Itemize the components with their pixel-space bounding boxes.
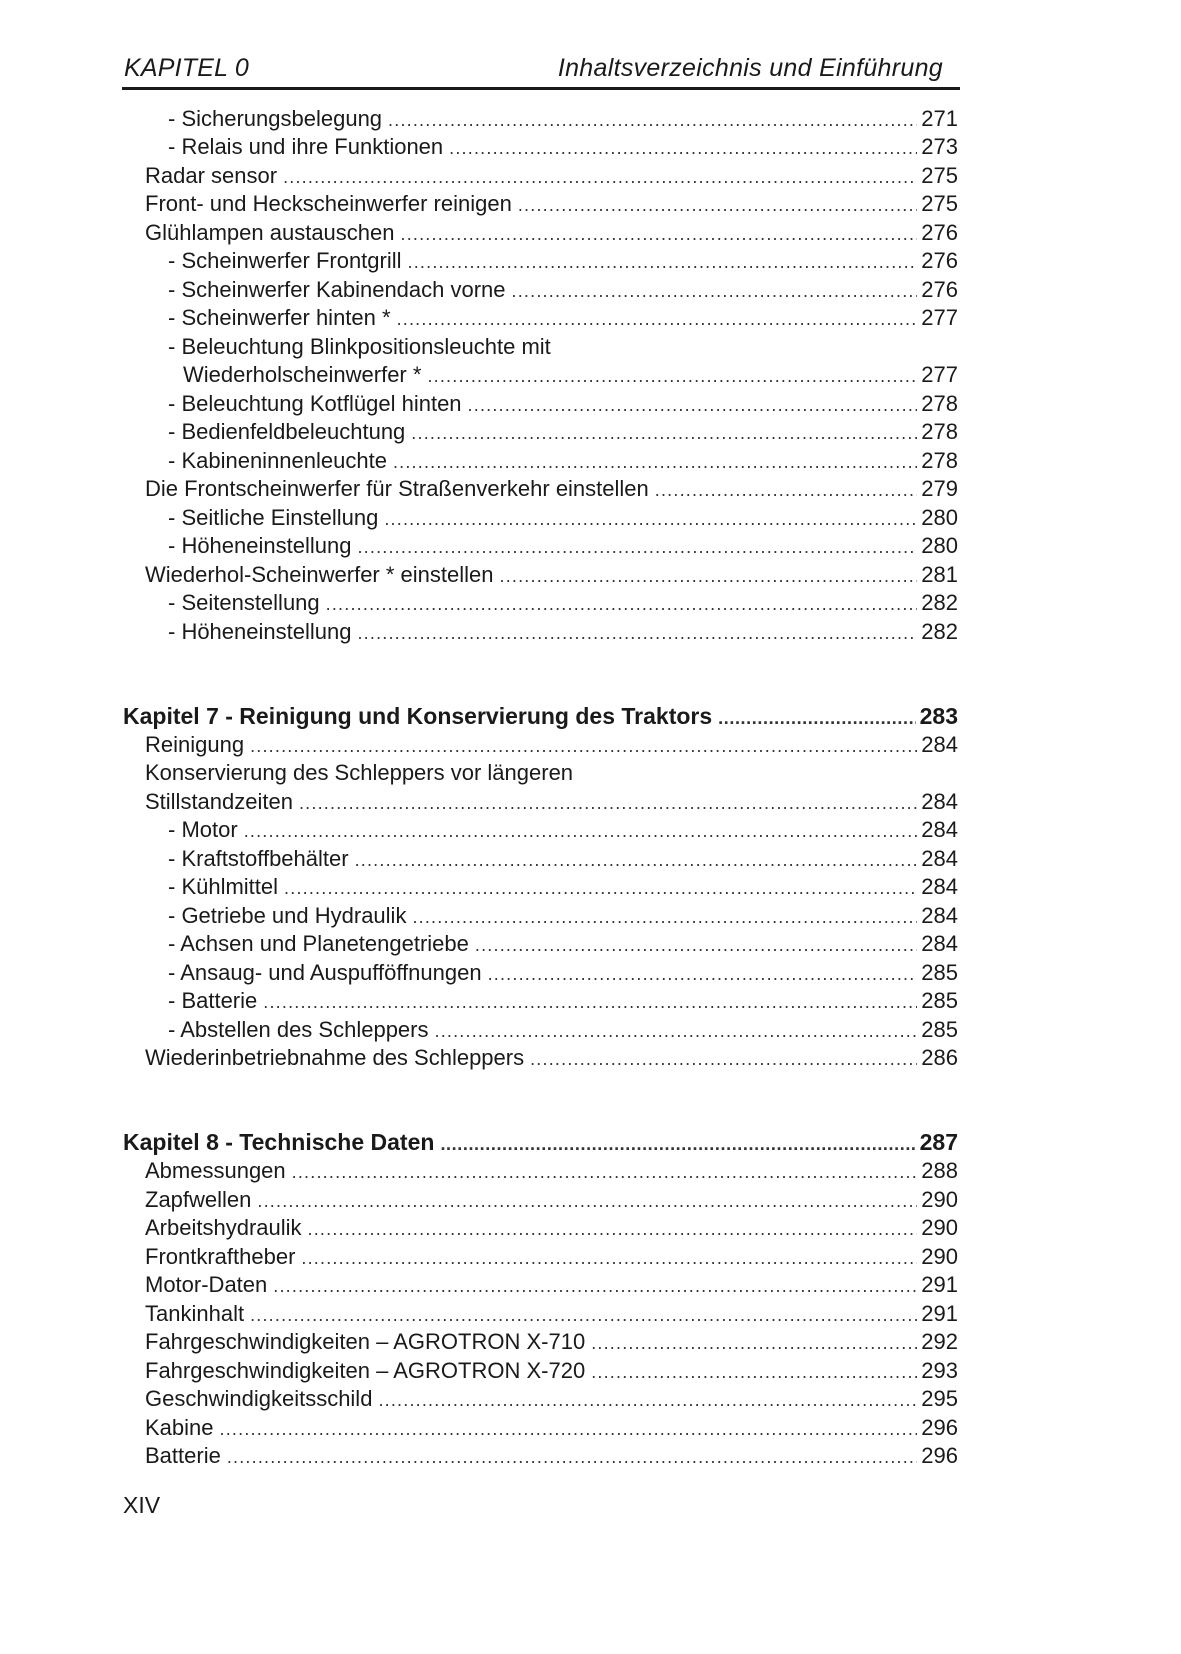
- toc-entry[interactable]: [145, 1243, 958, 1271]
- dot-leader: [257, 1187, 917, 1215]
- toc-entry[interactable]: [168, 105, 958, 133]
- toc-page-number: 287: [919, 1129, 958, 1155]
- toc-page-number: 293: [921, 1358, 958, 1383]
- dot-leader: [435, 1017, 918, 1045]
- toc-entry[interactable]: [168, 304, 958, 332]
- dot-leader: [301, 1244, 917, 1272]
- toc-chapter-heading[interactable]: [123, 1128, 958, 1156]
- toc-page-number: 276: [921, 248, 958, 273]
- toc-entry[interactable]: [168, 816, 958, 844]
- toc-entry-label: - Kühlmittel: [168, 874, 279, 899]
- toc-entry[interactable]: [145, 1328, 958, 1356]
- toc-page-number: 285: [921, 960, 958, 985]
- dot-leader: [378, 1386, 917, 1414]
- toc-entry-label: Arbeitshydraulik: [145, 1215, 302, 1240]
- toc-page-number: 278: [921, 419, 958, 444]
- dot-leader: [263, 988, 917, 1016]
- toc-entry-label: - Batterie: [168, 988, 258, 1013]
- dot-leader: [397, 305, 918, 333]
- toc-page-number: 284: [921, 931, 958, 956]
- toc-entry-label: - Kabineninnenleuchte: [168, 448, 387, 473]
- toc-chapter-heading[interactable]: [123, 702, 958, 730]
- dot-leader: [292, 1158, 918, 1186]
- dot-leader: [518, 191, 917, 219]
- toc-entry[interactable]: [145, 1300, 958, 1328]
- toc-entry[interactable]: [168, 276, 958, 304]
- toc-entry-label: - Kraftstoffbehälter: [168, 846, 349, 871]
- dot-leader: [273, 1272, 917, 1300]
- toc-entry[interactable]: [168, 618, 958, 646]
- toc-entry[interactable]: [145, 162, 958, 190]
- toc-entry[interactable]: [145, 1414, 958, 1442]
- toc-entry-label: - Scheinwerfer Frontgrill: [168, 248, 402, 273]
- toc-entry[interactable]: [168, 532, 958, 560]
- dot-leader: [408, 248, 918, 276]
- toc-page-number: 285: [921, 1017, 958, 1042]
- toc-entry-label: Radar sensor: [145, 163, 278, 188]
- toc-entry-label: Wiederhol-Scheinwerfer * einstellen: [145, 562, 494, 587]
- toc-page-number: 296: [921, 1415, 958, 1440]
- toc-page-number: 296: [921, 1443, 958, 1468]
- toc-entry-label: Geschwindigkeitsschild: [145, 1386, 373, 1411]
- toc-entry[interactable]: [145, 219, 958, 247]
- page-number: XIV: [123, 1492, 161, 1518]
- header-rule: [122, 87, 960, 90]
- toc-entry-label: Fahrgeschwindigkeiten – AGROTRON X-710: [145, 1329, 586, 1354]
- toc-page-number: 280: [921, 505, 958, 530]
- toc-entry-label: Kabine: [145, 1415, 214, 1440]
- dot-leader: [401, 220, 918, 248]
- toc-entry[interactable]: [183, 361, 958, 389]
- dot-leader: [388, 106, 917, 134]
- toc-page-number: 275: [921, 163, 958, 188]
- page-header: [122, 50, 960, 88]
- toc-page-number: 282: [921, 590, 958, 615]
- toc-entry-label: - Höheneinstellung: [168, 533, 352, 558]
- toc-page-number: 285: [921, 988, 958, 1013]
- toc-entry[interactable]: [168, 987, 958, 1015]
- header-title: Inhaltsverzeichnis und Einführung: [557, 54, 943, 82]
- toc-page-number: 273: [921, 134, 958, 159]
- toc-page-number: 284: [921, 874, 958, 899]
- dot-leader: [411, 419, 917, 447]
- dot-leader: [655, 476, 918, 504]
- dot-leader: [250, 732, 917, 760]
- toc-entry[interactable]: [145, 1186, 958, 1214]
- toc-entry-label: - Seitenstellung: [168, 590, 320, 615]
- toc-entry-label: - Abstellen des Schleppers: [168, 1017, 429, 1042]
- toc-page-number: 284: [921, 732, 958, 757]
- dot-leader: [591, 1358, 917, 1386]
- toc-page-number: 278: [921, 391, 958, 416]
- toc-page-number: 284: [921, 817, 958, 842]
- toc-entry-label: Konservierung des Schleppers vor längeren: [145, 760, 574, 785]
- toc-entry-label: Glühlampen austauschen: [145, 220, 395, 245]
- dot-leader: [440, 1130, 915, 1158]
- toc-entry[interactable]: [168, 133, 958, 161]
- dot-leader: [500, 562, 918, 590]
- dot-leader: [530, 1045, 917, 1073]
- toc-entry-label: - Relais und ihre Funktionen: [168, 134, 444, 159]
- dot-leader: [284, 874, 917, 902]
- toc-entry[interactable]: [168, 247, 958, 275]
- toc-page-number: 279: [921, 476, 958, 501]
- toc-page-number: 284: [921, 903, 958, 928]
- dot-leader: [299, 789, 917, 817]
- toc-entry-label: Reinigung: [145, 732, 245, 757]
- toc-page-number: 295: [921, 1386, 958, 1411]
- toc-page-number: 292: [921, 1329, 958, 1354]
- toc-entry[interactable]: [145, 1271, 958, 1299]
- dot-leader: [393, 448, 917, 476]
- toc-entry-label: - Höheneinstellung: [168, 619, 352, 644]
- toc-entry[interactable]: [168, 390, 958, 418]
- dot-leader: [357, 619, 917, 647]
- toc-page-number: 271: [921, 106, 958, 131]
- toc-entry-label: Batterie: [145, 1443, 221, 1468]
- toc-entry[interactable]: [145, 1044, 958, 1072]
- toc-entry-label: - Scheinwerfer Kabinendach vorne: [168, 277, 506, 302]
- toc-entry[interactable]: [145, 731, 958, 759]
- dot-leader: [355, 846, 918, 874]
- toc-entry-label: - Beleuchtung Blinkpositionsleuchte mit: [168, 334, 551, 359]
- dot-leader: [220, 1415, 918, 1443]
- toc-entry[interactable]: [168, 902, 958, 930]
- toc-entry-label: - Bedienfeldbeleuchtung: [168, 419, 406, 444]
- dot-leader: [357, 533, 917, 561]
- toc-page-number: 288: [921, 1158, 958, 1183]
- toc-page-number: 275: [921, 191, 958, 216]
- dot-leader: [427, 362, 917, 390]
- toc-entry-label: - Achsen und Planetengetriebe: [168, 931, 469, 956]
- dot-leader: [449, 134, 917, 162]
- toc-entry[interactable]: [168, 1016, 958, 1044]
- toc-page-number: 284: [921, 789, 958, 814]
- toc-page-number: 277: [921, 362, 958, 387]
- toc-entry-label: Motor-Daten: [145, 1272, 268, 1297]
- toc-entry[interactable]: [145, 1385, 958, 1413]
- toc-entry[interactable]: [168, 418, 958, 446]
- toc-page-number: 283: [919, 703, 958, 729]
- toc-entry[interactable]: [168, 845, 958, 873]
- toc-entry-label: - Beleuchtung Kotflügel hinten: [168, 391, 462, 416]
- toc-entry-label: Kapitel 8 - Technische Daten: [123, 1129, 435, 1155]
- toc-entry[interactable]: [168, 333, 958, 361]
- toc-entry[interactable]: [145, 190, 958, 218]
- toc-entry-label: Front- und Heckscheinwerfer reinigen: [145, 191, 512, 216]
- dot-leader: [326, 590, 918, 618]
- toc-page-number: 282: [921, 619, 958, 644]
- dot-leader: [244, 817, 918, 845]
- toc-entry-label: - Sicherungsbelegung: [168, 106, 383, 131]
- dot-leader: [718, 704, 915, 732]
- toc-entry-label: Kapitel 7 - Reinigung und Konservierung des Traktors: [123, 703, 713, 729]
- toc-entry[interactable]: [168, 504, 958, 532]
- toc-entry-label: Wiederinbetriebnahme des Schleppers: [145, 1045, 525, 1070]
- toc-entry[interactable]: [145, 788, 958, 816]
- toc-entry-label: Stillstandzeiten: [145, 789, 293, 814]
- toc-page-number: 278: [921, 448, 958, 473]
- toc-entry[interactable]: [168, 589, 958, 617]
- toc-page-number: 286: [921, 1045, 958, 1070]
- toc-entry-label: Die Frontscheinwerfer für Straßenverkehr einstellen: [145, 476, 649, 501]
- dot-leader: [308, 1215, 918, 1243]
- toc-entry[interactable]: [145, 1442, 958, 1470]
- dot-leader: [512, 277, 918, 305]
- dot-leader: [250, 1301, 917, 1329]
- toc-entry[interactable]: [168, 873, 958, 901]
- toc-page-number: 280: [921, 533, 958, 558]
- dot-leader: [468, 391, 918, 419]
- toc-page-number: 277: [921, 305, 958, 330]
- toc-entry-label: - Motor: [168, 817, 238, 842]
- dot-leader: [227, 1443, 917, 1471]
- toc-entry[interactable]: [168, 930, 958, 958]
- dot-leader: [591, 1329, 917, 1357]
- toc-entry[interactable]: [145, 1157, 958, 1185]
- toc-page-number: 276: [921, 277, 958, 302]
- toc-entry-label: Wiederholscheinwerfer *: [183, 362, 422, 387]
- toc-page-number: 284: [921, 846, 958, 871]
- toc-entry-label: Tankinhalt: [145, 1301, 245, 1326]
- toc-entry-label: Zapfwellen: [145, 1187, 252, 1212]
- toc-page-number: 281: [921, 562, 958, 587]
- toc-entry-label: Frontkraftheber: [145, 1244, 296, 1269]
- dot-leader: [384, 505, 917, 533]
- toc-entry-label: Fahrgeschwindigkeiten – AGROTRON X-720: [145, 1358, 586, 1383]
- toc-page-number: 291: [921, 1272, 958, 1297]
- toc-entry[interactable]: [145, 759, 958, 787]
- dot-leader: [488, 960, 918, 988]
- toc-entry-label: - Scheinwerfer hinten *: [168, 305, 391, 330]
- toc-entry[interactable]: [168, 959, 958, 987]
- toc-page-number: 291: [921, 1301, 958, 1326]
- toc-entry[interactable]: [145, 561, 958, 589]
- toc-entry[interactable]: [145, 1214, 958, 1242]
- chapter-label: KAPITEL 0: [124, 54, 250, 82]
- toc-entry[interactable]: [168, 447, 958, 475]
- toc-page-number: 290: [921, 1244, 958, 1269]
- toc-entry-label: - Seitliche Einstellung: [168, 505, 379, 530]
- dot-leader: [475, 931, 917, 959]
- toc-entry-label: - Getriebe und Hydraulik: [168, 903, 407, 928]
- toc-page-number: 290: [921, 1215, 958, 1240]
- toc-entry[interactable]: [145, 475, 958, 503]
- dot-leader: [283, 163, 917, 191]
- toc-entry-label: - Ansaug- und Auspufföffnungen: [168, 960, 482, 985]
- dot-leader: [412, 903, 917, 931]
- toc-entry-label: Abmessungen: [145, 1158, 286, 1183]
- toc-entry[interactable]: [145, 1357, 958, 1385]
- toc-page-number: 276: [921, 220, 958, 245]
- toc-page-number: 290: [921, 1187, 958, 1212]
